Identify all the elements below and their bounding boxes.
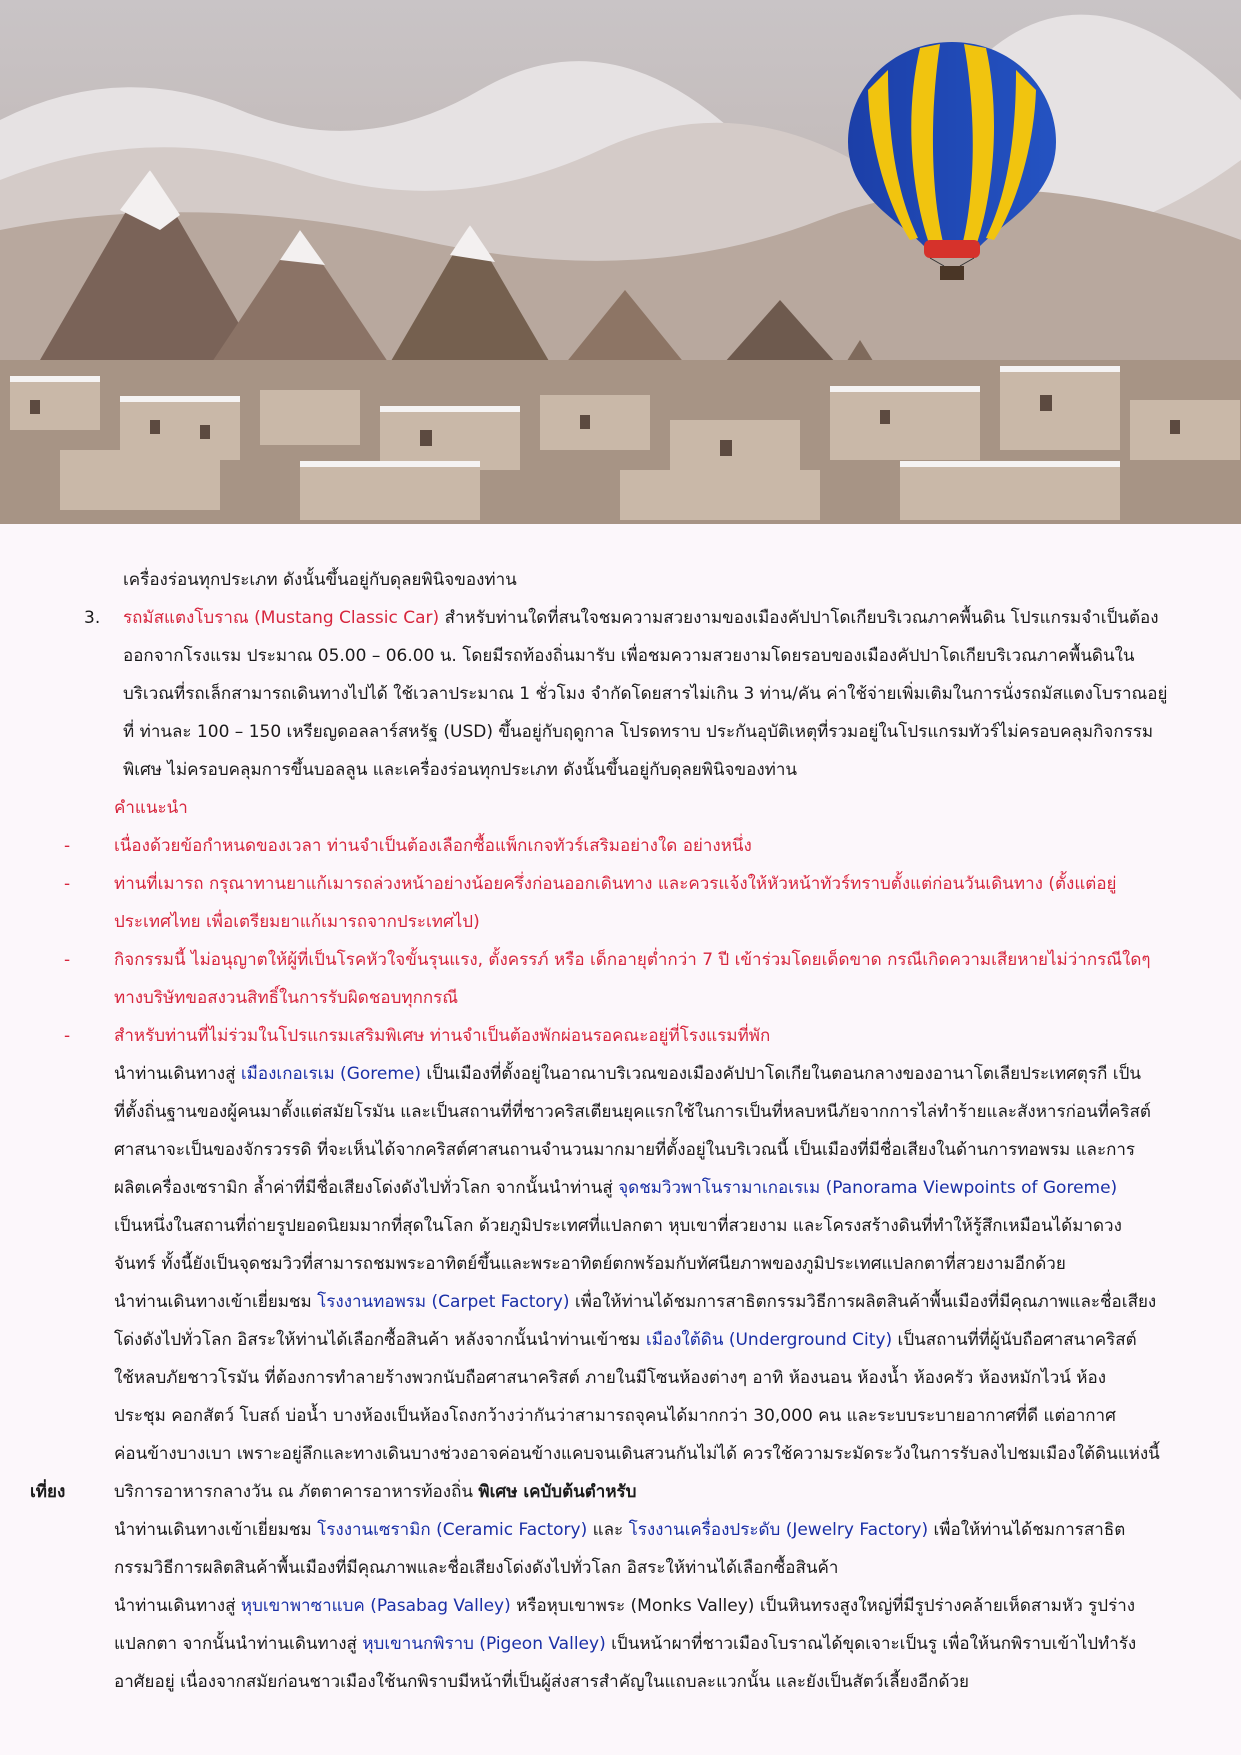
carpet-line5: ค่อนข้างบางเบา เพราะอยู่ลึกและทางเดินบางช่วงอาจค่อนข้างแคบจนเดินสวนกันไม่ได้ ควรใช้ความระมัดระวังในการรับลงไปชมเมืองใต้ดินแห่งนี้	[114, 1444, 1160, 1464]
carpet-factory-link: โรงงานทอพรม (Carpet Factory)	[317, 1292, 570, 1312]
item3-line4: ที่ ท่านละ 100 – 150 เหรียญดอลลาร์สหรัฐ (USD) ขึ้นอยู่กับฤดูกาล โปรดทราบ ประกันอุบัติเหตุที่รวมอยู่ในโปรแกรมทัวร์ไม่ครอบคลุมกิจกรรม	[123, 722, 1154, 742]
pasabag-link: หุบเขาพาซาแบค (Pasabag Valley)	[240, 1596, 511, 1616]
bullet-dash: -	[64, 950, 71, 970]
item3-line3: บริเวณที่รถเล็กสามารถเดินทางไปได้ ใช้เวลาประมาณ 1 ชั่วโมง จำกัดโดยสารไม่เกิน 3 ท่าน/คัน ค่าใช้จ่ายเพิ่มเติมในการนั่งรถมัสแตงโบราณอยู่	[123, 684, 1168, 704]
goreme-line4: ผลิตเครื่องเซรามิก ล้ำค่าที่มีชื่อเสียงโด่งดังไปทั่วโลก จากนั้นนำท่านสู่ จุดชมวิวพาโนรามาเกอเรเม (Panorama Viewpoints of Goreme)	[114, 1178, 1118, 1198]
goreme-link: เมืองเกอเรเม (Goreme)	[240, 1064, 421, 1084]
ceramic-line1: นำท่านเดินทางเข้าเยี่ยมชม โรงงานเซรามิก (Ceramic Factory) และ โรงงานเครื่องประดับ (Jewelry Factory) เพื่อให้ท่านได้ชมการสาธิต	[114, 1520, 1126, 1540]
advice-item-3-line2: ทางบริษัทขอสงวนสิทธิ์ในการรับผิดชอบทุกกรณี	[114, 988, 459, 1008]
meal-label-lunch: เที่ยง	[30, 1482, 66, 1502]
advice-item-3-line1: กิจกรรมนี้ ไม่อนุญาตให้ผู้ที่เป็นโรคหัวใจขั้นรุนแรง, ตั้งครรภ์ หรือ เด็กอายุต่ำกว่า 7 ปี เข้าร่วมโดยเด็ดขาด กรณีเกิดความเสียหายไม่ว่ากรณีใดๆ	[114, 950, 1151, 970]
goreme-line3: ศาสนาจะเป็นของจักรวรรดิ ที่จะเห็นได้จากคริสต์ศาสนถานจำนวนมากมายที่ตั้งอยู่ในบริเวณนี้ เป็นเมืองที่มีชื่อเสียงในด้านการทอพรม และการ	[114, 1140, 1136, 1160]
paragraph-continuation: เครื่องร่อนทุกประเภท ดังนั้นขึ้นอยู่กับดุลยพินิจของท่าน	[123, 570, 517, 590]
advice-heading: คำแนะนำ	[114, 798, 188, 818]
ceramic-line2: กรรมวิธีการผลิตสินค้าพื้นเมืองที่มีคุณภาพและชื่อเสียงโด่งดังไปทั่วโลก อิสระให้ท่านได้เลือกซื้อสินค้า	[114, 1558, 839, 1578]
carpet-line4: ประชุม คอกสัตว์ โบสถ์ บ่อน้ำ บางห้องเป็นห้องโถงกว้างว่ากันว่าสามารถจุคนได้มากกว่า 30,000 คน และระบบระบายอากาศที่ดี แต่อากาศ	[114, 1406, 1116, 1426]
pasabag-line3: อาศัยอยู่ เนื่องจากสมัยก่อนชาวเมืองใช้นกพิราบมีหน้าที่เป็นผู้ส่งสารสำคัญในแถบละแวกนั้น และยังเป็นสัตว์เลี้ยงอีกด้วย	[114, 1672, 969, 1692]
goreme-line5: เป็นหนึ่งในสถานที่ถ่ายรูปยอดนิยมมากที่สุดในโลก ด้วยภูมิประเทศที่แปลกตา หุบเขาที่สวยงาม และโครงสร้างดินที่ทำให้รู้สึกเหมือนได้มาดวง	[114, 1216, 1122, 1236]
goreme-line1: นำท่านเดินทางสู่ เมืองเกอเรเม (Goreme) เป็นเมืองที่ตั้งอยู่ในอาณาบริเวณของเมืองคัปปาโดเกียในตอนกลางของอานาโตเลียประเทศตุรกี เป็น	[114, 1064, 1142, 1084]
underground-city-link: เมืองใต้ดิน (Underground City)	[645, 1330, 893, 1350]
carpet-line1: นำท่านเดินทางเข้าเยี่ยมชม โรงงานทอพรม (Carpet Factory) เพื่อให้ท่านได้ชมการสาธิตกรรมวิธีการผลิตสินค้าพื้นเมืองที่มีคุณภาพและชื่อเสียง	[114, 1292, 1157, 1312]
advice-item-2-line2: ประเทศไทย เพื่อเตรียมยาแก้เมารถจากประเทศไป)	[114, 912, 480, 932]
bullet-dash: -	[64, 874, 71, 894]
carpet-line2: โด่งดังไปทั่วโลก อิสระให้ท่านได้เลือกซื้อสินค้า หลังจากนั้นนำท่านเข้าชม เมืองใต้ดิน (Underground City) เป็นสถานที่ที่ผู้นับถือศาสนาคริสต์	[114, 1330, 1137, 1350]
mustang-title: รถมัสแตงโบราณ (Mustang Classic Car)	[123, 608, 440, 628]
hero-image	[0, 0, 1241, 524]
goreme-line6: จันทร์ ทั้งนี้ยังเป็นจุดชมวิวที่สามารถชมพระอาทิตย์ขึ้นและพระอาทิตย์ตกพร้อมกับทัศนียภาพของภูมิประเทศแปลกตาที่สวยงามอีกด้วย	[114, 1254, 1066, 1274]
bullet-dash: -	[64, 836, 71, 856]
advice-item-1: เนื่องด้วยข้อกำหนดของเวลา ท่านจำเป็นต้องเลือกซื้อแพ็กเกจทัวร์เสริมอย่างใด อย่างหนึ่ง	[114, 836, 752, 856]
ceramic-factory-link: โรงงานเซรามิก (Ceramic Factory)	[317, 1520, 588, 1540]
panorama-link: จุดชมวิวพาโนรามาเกอเรเม (Panorama Viewpoints of Goreme)	[618, 1178, 1118, 1198]
advice-item-4: สำหรับท่านที่ไม่ร่วมในโปรแกรมเสริมพิเศษ ท่านจำเป็นต้องพักผ่อนรอคณะอยู่ที่โรงแรมที่พัก	[114, 1026, 771, 1046]
carpet-line3: ใช้หลบภัยชาวโรมัน ที่ต้องการทำลายร้างพวกนับถือศาสนาคริสต์ ภายในมีโซนห้องต่างๆ อาทิ ห้องนอน ห้องน้ำ ห้องครัว ห้องหมักไวน์ ห้อง	[114, 1368, 1107, 1388]
jewelry-factory-link: โรงงานเครื่องประดับ (Jewelry Factory)	[628, 1520, 929, 1540]
goreme-line2: ที่ตั้งถิ่นฐานของผู้คนมาตั้งแต่สมัยโรมัน และเป็นสถานที่ที่ชาวคริสเตียนยุคแรกใช้ในการเป็นที่หลบหนีภัยจากการไล่ทำร้ายและสังหารก่อนที่คริสต์	[114, 1102, 1151, 1122]
advice-item-2-line1: ท่านที่เมารถ กรุณาทานยาแก้เมารถล่วงหน้าอย่างน้อยครึ่งก่อนออกเดินทาง และควรแจ้งให้หัวหน้าทัวร์ทราบตั้งแต่ก่อนวันเดินทาง (ตั้งแต่อยู่	[114, 874, 1117, 894]
pasabag-line1: นำท่านเดินทางสู่ หุบเขาพาซาแบค (Pasabag Valley) หรือหุบเขาพระ (Monks Valley) เป็นหินทรงสูงใหญ่ที่มีรูปร่างคล้ายเห็ดสามหัว รูปร่าง	[114, 1596, 1136, 1616]
itinerary-content	[0, 524, 1241, 1755]
pasabag-line2: แปลกตา จากนั้นนำท่านเดินทางสู่ หุบเขานกพิราบ (Pigeon Valley) เป็นหน้าผาที่ชาวเมืองโบราณได้ขุดเจาะเป็นรู เพื่อให้นกพิราบเข้าไปทำรัง	[114, 1634, 1137, 1654]
item3-line1: รถมัสแตงโบราณ (Mustang Classic Car) สำหรับท่านใดที่สนใจชมความสวยงามของเมืองคัปปาโดเกียบริเวณภาคพื้นดิน โปรแกรมจำเป็นต้อง	[123, 608, 1159, 628]
item3-line5: พิเศษ ไม่ครอบคลุมการขึ้นบอลลูน และเครื่องร่อนทุกประเภท ดังนั้นขึ้นอยู่กับดุลยพินิจของท่าน	[123, 760, 798, 780]
pigeon-valley-link: หุบเขานกพิราบ (Pigeon Valley)	[362, 1634, 606, 1654]
bullet-dash: -	[64, 1026, 71, 1046]
lunch-special: พิเศษ เคบับต้นตำหรับ	[478, 1482, 637, 1502]
lunch-line: บริการอาหารกลางวัน ณ ภัตตาคารอาหารท้องถิ่น พิเศษ เคบับต้นตำหรับ	[114, 1482, 637, 1502]
list-number: 3.	[84, 608, 101, 628]
item3-line2: ออกจากโรงแรม ประมาณ 05.00 – 06.00 น. โดยมีรถท้องถิ่นมารับ เพื่อชมความสวยงามโดยรอบของเมืองคัปปาโดเกียบริเวณภาคพื้นดินใน	[123, 646, 1135, 666]
cappadocia-illustration	[0, 0, 1241, 524]
